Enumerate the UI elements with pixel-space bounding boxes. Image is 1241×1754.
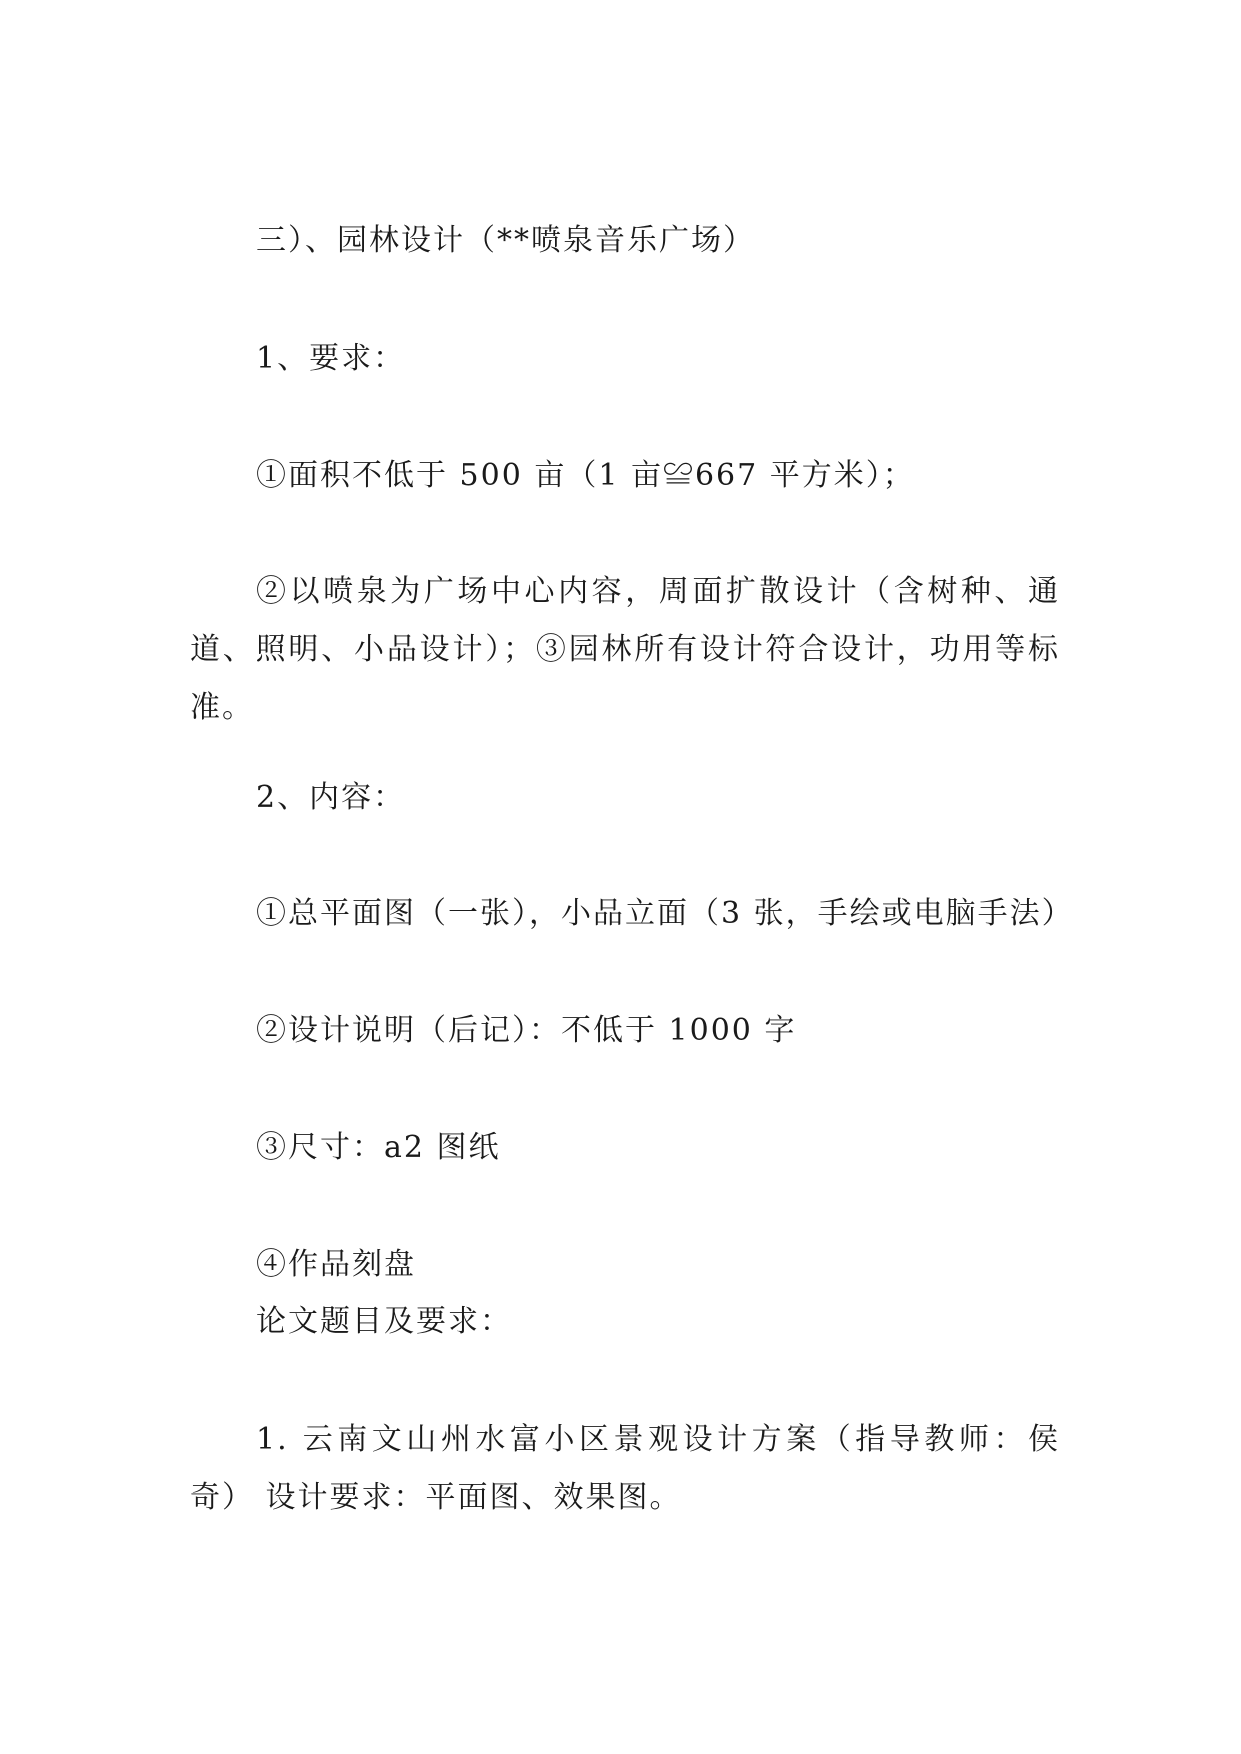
requirement-item-area: ①面积不低于 500 亩（1 亩≌667 平方米）； [256, 458, 915, 493]
content-heading: 2、内容： [256, 780, 406, 815]
thesis-heading: 论文题目及要求： [256, 1304, 512, 1339]
requirement-item-fountain: ②以喷泉为广场中心内容，周面扩散设计（含树种、通道、照明、小品设计）；③园林所有设计符合设计，功用等标准。 [190, 574, 1060, 725]
thesis-item-1: 1. 云南文山州水富小区景观设计方案（指导教师：侯奇） 设计要求：平面图、效果图。 [190, 1422, 1060, 1515]
content-item-description: ②设计说明（后记）：不低于 1000 字 [256, 1013, 797, 1048]
section-heading: 三）、园林设计（**喷泉音乐广场） [256, 223, 755, 258]
content-item-size: ③尺寸：a2 图纸 [256, 1130, 501, 1165]
content-item-plans: ①总平面图（一张），小品立面（3 张，手绘或电脑手法） [256, 896, 1074, 931]
content-item-disc: ④作品刻盘 [256, 1247, 416, 1282]
requirements-heading: 1、要求： [256, 341, 406, 376]
